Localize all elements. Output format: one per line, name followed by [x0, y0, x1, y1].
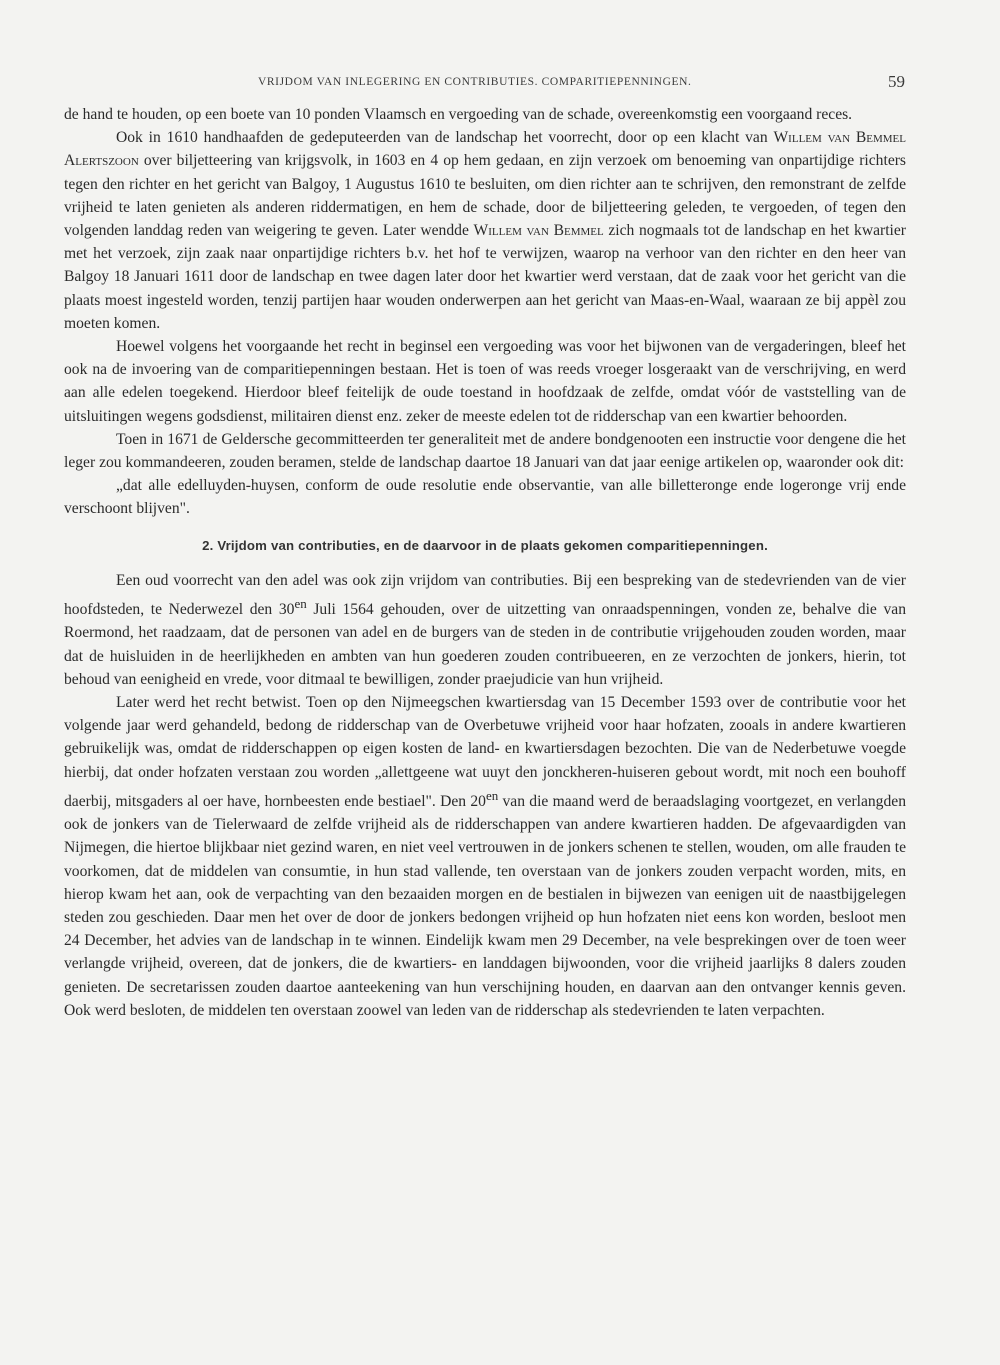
paragraph-betwist: Later werd het recht betwist. Toen op den Nijmeegschen kwartiersdag van 15 December 1593 over de contributie voor het volgende jaar werd gehandeld, bedong de ridderschap van de Overbetuwe vrijheid voor haar hofzaten, zooals in andere kwartieren gebruikelijk was, omdat de ridderschappen op eigen kosten de land- en kwartiersdagen bezochten. Die van de Nederbetuwe voegde hierbij, dat onder hofzaten verstaan zou worden „allettgeene wat uuyt den jonckheren-huiseren gebout wordt, mit noch een bouhoff daerbij, mitsgaders al oer have, hornbeesten ende bestiael". Den $20^{en}$ van die maand werd de beraadslaging voortgezet, en verlangden ook de jonkers van de Tielerwaard de zelfde vrijheid als de ridderschappen van andere kwartieren hadden. De afgevaardigden van Nijmegen, die hiertoe blijkbaar niet gezind waren, en niet veel vertrouwen in de jonkers schenen te stellen, wouden, om alle frauden te voorkomen, dat de middelen van consumtie, in hun stad vallende, ten overstaan van de jonkers zouden verpacht worden, mits, en hierop kwam het aan, ook de verpachting van den bezaaiden morgen en de bestialen in bijwezen van eenigen uit de naastbijgelegen steden zou geschieden. Daar men het over de door de jonkers bedongen vrijheid op hun hofzaten niet eens kon worden, besloot men 24 December, het advies van de landschap in te winnen. Eindelijk kwam men 29 December, na vele besprekingen over de toen weer verlangde vrijheid, overeen, dat de jonkers, die de kwartiers- en landdagen bijwoonden, voor die vrijheid jaarlijks 8 dalers zouden genieten. De secretarissen zouden daartoe aanteekening van hun verschijning houden, en daarvan aan den ontvanger kennis geven. Ook werd besloten, de middelen ten overstaan zoowel van leden van de ridderschap als stedevrienden te laten verpachten.	[64, 694, 906, 1019]
person-name: Willem van Bemmel Alertszoon	[64, 129, 906, 170]
block-quote: „dat alle edelluyden-huysen, conform de oude resolutie ende observantie, van alle billetteronge ende logeronge vrij ende verschoont blijven".	[64, 477, 906, 518]
paragraph-1671: Toen in 1671 de Geldersche gecommitteerden ter generaliteit met de andere bondgenooten een instructie voor dengene die het leger zou kommandeeren, zouden beramen, stelde de landschap daartoe 18 Januari van dat jaar eenige artikelen op, waaronder ook dit:	[64, 430, 906, 472]
paragraph-continued: de hand te houden, op een boete van 10 ponden Vlaamsch en vergoeding van de schade, overeenkomstig een voorgaand reces.	[64, 106, 853, 123]
paragraph-hoewel: Hoewel volgens het voorgaande het recht in beginsel een vergoeding was voor het bijwonen van de vergaderingen, bleef het ook na de invoering van de comparitiepenningen bestaan. Het is toen of was reeds vroeger losgeraakt van de verschrijving, en werd aan alle edelen toegekend. Hierdoor bleef feitelijk de oude toestand in hoofdzaak de zelfde, omdat vóór de vaststelling van de uitsluitingen wegens godsdienst, militairen dienst enz. zeker de meeste edelen tot de ridderschap van een kwartier behoorden.	[64, 338, 906, 425]
paragraph-1610: Ook in 1610 handhaafden de gedeputeerden van de landschap het voorrecht, door op een klacht van Willem van Bemmel Alertszoon over biljetteering van krijgsvolk, in 1603 en 4 op hem gedaan, en zijn verzoek om benoeming van onpartijdige richters tegen den richter en het gericht van Balgoy, 1 Augustus 1610 te besluiten, om dien richter aan te schrijven, den remonstrant de zelfde vrijheid te laten genieten als anderen riddermatigen, en hem de schade, door de biljetteering geleden, te vergoeden, of tegen den volgenden landdag reden van weigering te geven. Later wendde Willem van Bemmel zich nogmaals tot de landschap en het kwartier met het verzoek, zijn zaak naar onpartijdige richters b.v. het hof te verwijzen, waarop na verhoor van den richter en den heer van Balgoy 18 Januari 1611 door de landschap en twee dagen later door het kwartier werd verstaan, dat de zaak voor het gericht van die plaats moest ingesteld worden, tenzij partijen haar wouden onderwerpen aan het gericht van Maas-en-Waal, waaraan ze bij appèl zou moeten komen.	[64, 129, 906, 332]
page-number: 59	[888, 72, 905, 91]
section-heading: 2. Vrijdom van contributies, en de daarvoor in de plaats gekomen comparitiepenningen.	[202, 537, 768, 553]
running-head: VRIJDOM VAN INLEGERING EN CONTRIBUTIES. COMPARITIEPENNINGEN.	[258, 76, 692, 88]
paragraph-contributies: Een oud voorrecht van den adel was ook zijn vrijdom van contributies. Bij een bespreking van de stedevrienden van de vier hoofdsteden, te Nederwezel den $30^{en}$ Juli 1564 gehouden, over de uitzetting van onraadspenningen, vonden ze, behalve die van Roermond, het raadzaam, dat de personen van adel en de burgers van de steden in de contributie vrijgehouden zouden worden, maar dat de huisluiden in de heerlijkheden en ambten van hun goederen zouden contribueeren, en ze verzochten de jonkers, hierin, tot behoud van eenigheid en vrede, voor ditmaal te bewilligen, zonder praejudicie van hun vrijheid.	[64, 571, 906, 688]
body-text	[64, 103, 906, 1022]
person-name: Willem van Bemmel	[473, 222, 604, 240]
